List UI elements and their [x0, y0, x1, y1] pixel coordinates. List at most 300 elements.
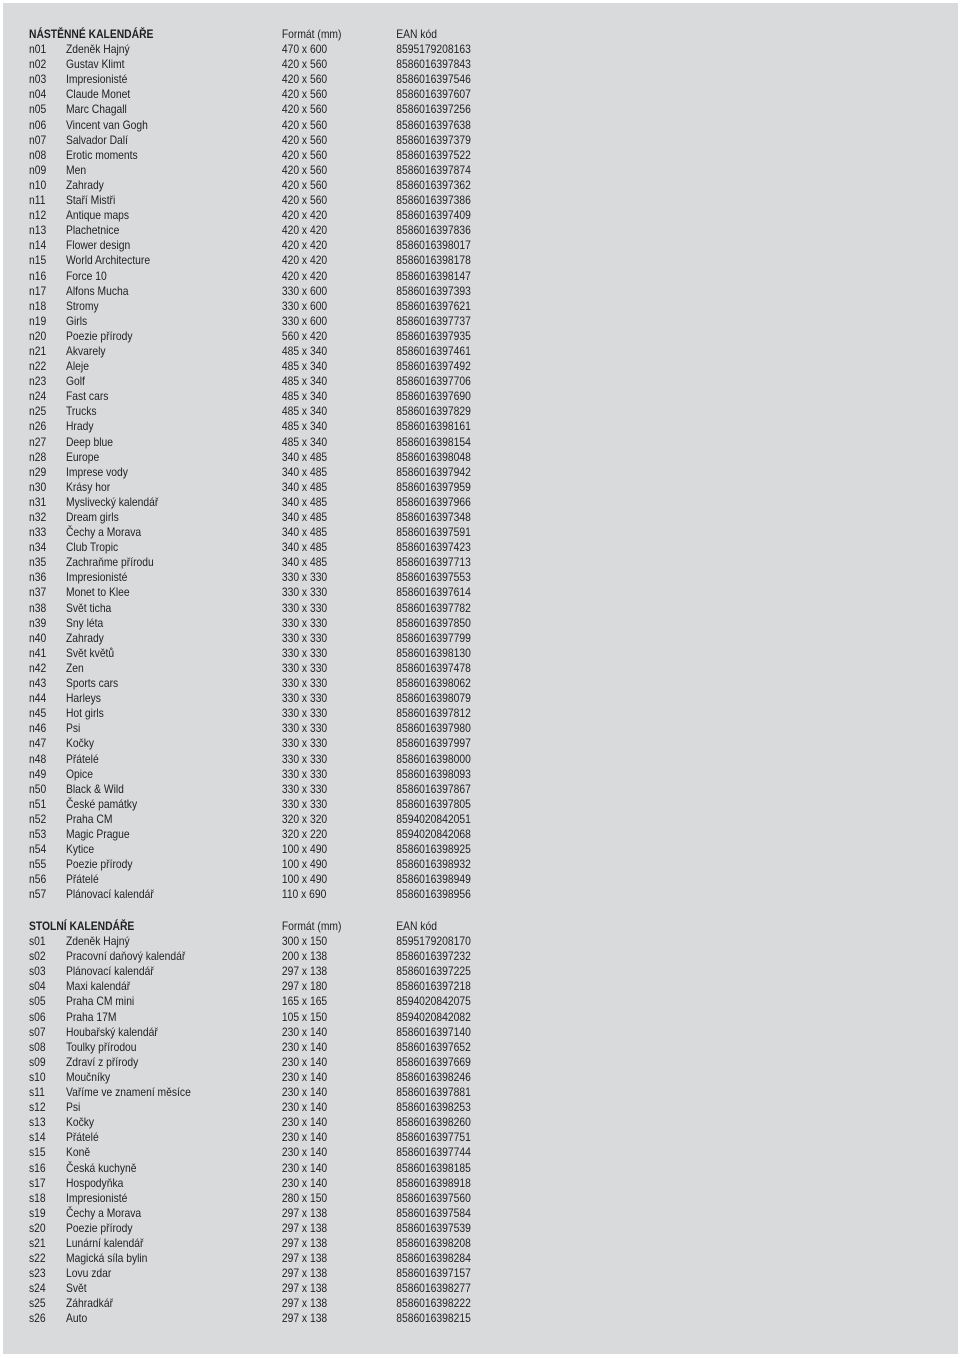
- item-ean: 8586016397881: [396, 1085, 471, 1100]
- item-ean: 8586016397621: [396, 298, 471, 313]
- item-code: n49: [29, 766, 47, 781]
- item-ean: 8586016398130: [396, 645, 471, 660]
- item-code: s05: [29, 994, 46, 1009]
- item-name: Lovu zdar: [65, 1266, 112, 1281]
- item-code: n25: [29, 404, 47, 419]
- item-ean: 8586016398093: [396, 766, 471, 781]
- item-code: n02: [29, 57, 47, 72]
- item-code: n54: [29, 842, 47, 857]
- item-code: n30: [29, 479, 47, 494]
- item-ean: 8586016397874: [396, 162, 471, 177]
- item-format: 230 x 140: [281, 1100, 328, 1115]
- item-name: Marc Chagall: [65, 102, 127, 117]
- item-code: n22: [29, 359, 47, 374]
- item-code: n05: [29, 102, 47, 117]
- item-name: Alfons Mucha: [65, 283, 129, 298]
- item-name: Dream girls: [65, 510, 119, 524]
- wall-format-header: Formát (mm): [281, 27, 342, 41]
- item-ean: 8586016397850: [396, 615, 471, 630]
- item-name: Koně: [65, 1145, 91, 1160]
- item-format: 230 x 140: [281, 1160, 328, 1175]
- item-ean: 8586016397218: [396, 979, 471, 994]
- item-ean: 8586016397751: [396, 1130, 471, 1145]
- item-name: Toulky přírodou: [65, 1039, 137, 1054]
- item-ean: 8586016397386: [396, 193, 471, 208]
- item-ean: 8586016397867: [396, 781, 471, 796]
- item-name: Svět květů: [65, 645, 115, 660]
- item-ean: 8586016397225: [396, 964, 471, 979]
- item-ean: 8586016397553: [396, 570, 471, 585]
- item-format: 330 x 330: [281, 796, 328, 811]
- item-ean: 8586016397584: [396, 1205, 471, 1220]
- item-code: n15: [29, 253, 47, 268]
- item-format: 560 x 420: [281, 328, 328, 343]
- item-ean: 8586016398277: [396, 1281, 471, 1296]
- item-ean: 8586016397829: [396, 404, 471, 419]
- item-code: n19: [29, 313, 47, 328]
- item-format: 297 x 138: [281, 1311, 328, 1326]
- item-code: s21: [29, 1235, 46, 1250]
- desk-format-header: Formát (mm): [281, 919, 342, 933]
- item-code: n01: [29, 42, 47, 57]
- item-code: s12: [29, 1100, 46, 1115]
- item-ean: 8586016397140: [396, 1024, 471, 1039]
- item-name: Zahrady: [65, 630, 104, 645]
- item-ean: 8586016397607: [396, 87, 471, 102]
- item-ean: 8586016398925: [396, 842, 471, 857]
- item-ean: 8586016398246: [396, 1069, 471, 1084]
- item-ean: 8586016398932: [396, 857, 471, 872]
- item-name: Lunární kalendář: [65, 1235, 144, 1250]
- item-name: Psi: [65, 1100, 81, 1115]
- item-ean: 8586016397843: [396, 57, 471, 72]
- item-format: 330 x 330: [281, 706, 328, 721]
- item-format: 420 x 420: [281, 208, 328, 223]
- item-code: n51: [29, 796, 47, 811]
- item-code: n07: [29, 132, 47, 147]
- item-ean: 8586016397379: [396, 132, 471, 147]
- item-ean: 8586016397256: [396, 102, 471, 117]
- item-ean: 8595179208170: [396, 934, 471, 949]
- item-name: Sports cars: [65, 676, 119, 691]
- item-code: s19: [29, 1205, 46, 1220]
- item-code: n09: [29, 162, 47, 177]
- item-name: Kočky: [65, 736, 95, 751]
- item-name: Monet to Klee: [65, 585, 130, 600]
- item-name: Plánovací kalendář: [65, 964, 154, 979]
- item-name: Club Tropic: [65, 540, 119, 555]
- item-format: 330 x 330: [281, 781, 328, 796]
- item-code: s06: [29, 1009, 46, 1024]
- item-name: Vaříme ve znamení měsíce: [65, 1085, 191, 1100]
- item-name: Kočky: [65, 1115, 95, 1130]
- wall-calendars-title: NÁSTĚNNÉ KALENDÁŘE: [29, 27, 154, 41]
- item-code: n27: [29, 434, 47, 449]
- price-list-sheet: [3, 3, 958, 1354]
- item-code: n42: [29, 660, 47, 675]
- item-code: n21: [29, 343, 47, 358]
- item-name: Praha CM mini: [65, 994, 135, 1009]
- item-ean: 8586016397492: [396, 359, 471, 374]
- item-code: s16: [29, 1160, 46, 1175]
- item-name: České památky: [65, 796, 138, 811]
- item-format: 330 x 330: [281, 615, 328, 630]
- item-code: s10: [29, 1069, 46, 1084]
- item-code: n23: [29, 374, 47, 389]
- item-code: s08: [29, 1039, 46, 1054]
- item-format: 420 x 420: [281, 238, 328, 253]
- item-format: 300 x 150: [281, 934, 328, 949]
- item-code: s15: [29, 1145, 46, 1160]
- item-ean: 8595179208163: [396, 42, 471, 57]
- item-ean: 8586016398284: [396, 1251, 471, 1266]
- item-name: Erotic moments: [65, 147, 138, 162]
- item-ean: 8586016397638: [396, 117, 471, 132]
- item-format: 340 x 485: [281, 494, 328, 509]
- item-ean: 8586016397959: [396, 479, 471, 494]
- item-code: n06: [29, 117, 47, 132]
- item-ean: 8586016398918: [396, 1175, 471, 1190]
- item-name: Myslivecký kalendář: [65, 494, 159, 509]
- item-name: Poezie přírody: [65, 857, 133, 872]
- item-ean: 8586016397522: [396, 147, 471, 162]
- item-format: 330 x 330: [281, 766, 328, 781]
- item-name: Imprese vody: [65, 464, 128, 479]
- item-format: 340 x 485: [281, 510, 328, 524]
- item-format: 420 x 560: [281, 72, 328, 87]
- item-format: 297 x 138: [281, 1235, 328, 1250]
- item-format: 420 x 560: [281, 102, 328, 117]
- item-ean: 8586016397669: [396, 1054, 471, 1069]
- item-code: s09: [29, 1054, 46, 1069]
- item-ean: 8586016397713: [396, 555, 471, 570]
- item-name: Golf: [65, 374, 85, 389]
- item-ean: 8586016397966: [396, 494, 471, 509]
- item-format: 420 x 560: [281, 132, 328, 147]
- item-code: n31: [29, 494, 47, 509]
- item-name: Gustav Klimt: [65, 57, 125, 72]
- item-format: 330 x 330: [281, 645, 328, 660]
- item-format: 320 x 220: [281, 826, 328, 841]
- item-code: n50: [29, 781, 47, 796]
- item-name: Přátelé: [65, 751, 99, 766]
- item-name: Přátelé: [65, 1130, 99, 1145]
- item-name: Claude Monet: [65, 87, 131, 102]
- item-format: 230 x 140: [281, 1039, 328, 1054]
- item-name: Houbařský kalendář: [65, 1024, 158, 1039]
- item-format: 340 x 485: [281, 555, 328, 570]
- item-ean: 8594020842082: [396, 1009, 471, 1024]
- item-format: 297 x 138: [281, 1266, 328, 1281]
- item-format: 297 x 138: [281, 1296, 328, 1311]
- item-format: 485 x 340: [281, 419, 328, 434]
- item-format: 485 x 340: [281, 404, 328, 419]
- item-format: 485 x 340: [281, 343, 328, 358]
- item-ean: 8594020842068: [396, 826, 471, 841]
- item-format: 230 x 140: [281, 1024, 328, 1039]
- item-name: World Architecture: [65, 253, 151, 268]
- item-code: n16: [29, 268, 47, 283]
- item-format: 230 x 140: [281, 1130, 328, 1145]
- item-ean: 8586016397409: [396, 208, 471, 223]
- item-format: 420 x 420: [281, 268, 328, 283]
- item-ean: 8586016397423: [396, 540, 471, 555]
- item-name: Trucks: [65, 404, 97, 419]
- item-code: n47: [29, 736, 47, 751]
- item-code: n11: [29, 193, 46, 208]
- item-ean: 8586016397232: [396, 949, 471, 964]
- item-name: Čechy a Morava: [65, 1205, 142, 1220]
- item-code: s01: [29, 934, 46, 949]
- item-name: Zachraňme přírodu: [65, 555, 154, 570]
- item-name: Girls: [65, 313, 88, 328]
- item-format: 420 x 560: [281, 147, 328, 162]
- item-ean: 8586016397805: [396, 796, 471, 811]
- item-name: Přátelé: [65, 872, 99, 887]
- item-code: n13: [29, 223, 47, 238]
- item-format: 485 x 340: [281, 374, 328, 389]
- item-format: 340 x 485: [281, 464, 328, 479]
- item-code: n38: [29, 600, 47, 615]
- item-ean: 8586016398956: [396, 887, 471, 902]
- item-format: 340 x 485: [281, 540, 328, 555]
- item-code: s20: [29, 1220, 46, 1235]
- item-format: 420 x 560: [281, 177, 328, 192]
- item-name: Zdeněk Hajný: [65, 934, 130, 949]
- item-name: Hospodyňka: [65, 1175, 124, 1190]
- item-format: 297 x 138: [281, 1281, 328, 1296]
- item-format: 330 x 330: [281, 676, 328, 691]
- item-code: s17: [29, 1175, 46, 1190]
- item-code: n46: [29, 721, 47, 736]
- item-name: Krásy hor: [65, 479, 111, 494]
- item-ean: 8586016397935: [396, 328, 471, 343]
- item-ean: 8586016398260: [396, 1115, 471, 1130]
- item-format: 330 x 600: [281, 298, 328, 313]
- item-ean: 8586016397812: [396, 706, 471, 721]
- item-code: n17: [29, 283, 47, 298]
- item-ean: 8586016397546: [396, 72, 471, 87]
- item-format: 485 x 340: [281, 359, 328, 374]
- item-code: n14: [29, 238, 47, 253]
- item-name: Praha 17M: [65, 1009, 117, 1024]
- item-name: Kytice: [65, 842, 95, 857]
- item-ean: 8586016397690: [396, 389, 471, 404]
- item-ean: 8586016397362: [396, 177, 471, 192]
- item-format: 420 x 560: [281, 193, 328, 208]
- item-code: n57: [29, 887, 47, 902]
- item-format: 110 x 690: [281, 887, 327, 902]
- item-format: 280 x 150: [281, 1190, 328, 1205]
- item-name: Fast cars: [65, 389, 109, 404]
- item-ean: 8586016397461: [396, 343, 471, 358]
- item-code: n04: [29, 87, 47, 102]
- item-ean: 8586016398048: [396, 449, 471, 464]
- item-format: 165 x 165: [281, 994, 328, 1009]
- desk-calendars-title: STOLNÍ KALENDÁŘE: [29, 919, 135, 933]
- item-format: 230 x 140: [281, 1115, 328, 1130]
- item-ean: 8586016398062: [396, 676, 471, 691]
- item-ean: 8586016397560: [396, 1190, 471, 1205]
- item-name: Harleys: [65, 691, 101, 706]
- item-name: Moučníky: [65, 1069, 111, 1084]
- item-name: Hot girls: [65, 706, 104, 721]
- item-name: Stromy: [65, 298, 99, 313]
- item-ean: 8586016398000: [396, 751, 471, 766]
- item-ean: 8586016398178: [396, 253, 471, 268]
- item-ean: 8586016398215: [396, 1311, 471, 1326]
- item-name: Poezie přírody: [65, 1220, 133, 1235]
- item-code: n55: [29, 857, 47, 872]
- item-code: n20: [29, 328, 47, 343]
- item-code: n12: [29, 208, 47, 223]
- item-code: n40: [29, 630, 47, 645]
- item-ean: 8586016398208: [396, 1235, 471, 1250]
- item-format: 340 x 485: [281, 525, 328, 540]
- item-code: s23: [29, 1266, 46, 1281]
- item-code: n37: [29, 585, 47, 600]
- item-format: 100 x 490: [281, 857, 328, 872]
- item-name: Staří Mistři: [65, 193, 116, 208]
- item-code: n45: [29, 706, 47, 721]
- item-format: 340 x 485: [281, 479, 328, 494]
- item-name: Men: [65, 162, 87, 177]
- item-name: Zdraví z přírody: [65, 1054, 139, 1069]
- item-name: Svět ticha: [65, 600, 112, 615]
- item-code: s22: [29, 1251, 46, 1266]
- item-format: 297 x 180: [281, 979, 328, 994]
- item-format: 330 x 600: [281, 313, 328, 328]
- item-name: Europe: [65, 449, 100, 464]
- item-ean: 8586016397157: [396, 1266, 471, 1281]
- item-format: 230 x 140: [281, 1175, 328, 1190]
- item-ean: 8586016397997: [396, 736, 471, 751]
- item-name: Plachetnice: [65, 223, 120, 238]
- item-format: 420 x 420: [281, 253, 328, 268]
- item-name: Black & Wild: [65, 781, 124, 796]
- item-code: s26: [29, 1311, 46, 1326]
- item-name: Aleje: [65, 359, 89, 374]
- item-code: s02: [29, 949, 46, 964]
- item-name: Plánovací kalendář: [65, 887, 154, 902]
- item-ean: 8586016397539: [396, 1220, 471, 1235]
- item-format: 100 x 490: [281, 842, 328, 857]
- item-format: 330 x 600: [281, 283, 328, 298]
- item-name: Antique maps: [65, 208, 130, 223]
- item-code: n36: [29, 570, 47, 585]
- item-format: 485 x 340: [281, 389, 328, 404]
- item-name: Impresionisté: [65, 1190, 128, 1205]
- item-name: Deep blue: [65, 434, 114, 449]
- item-code: n28: [29, 449, 47, 464]
- item-code: s11: [29, 1085, 45, 1100]
- item-ean: 8594020842075: [396, 994, 471, 1009]
- item-ean: 8586016397744: [396, 1145, 471, 1160]
- item-ean: 8586016398017: [396, 238, 471, 253]
- item-format: 105 x 150: [281, 1009, 328, 1024]
- item-name: Záhradkář: [65, 1296, 114, 1311]
- item-ean: 8586016397836: [396, 223, 471, 238]
- item-format: 330 x 330: [281, 736, 328, 751]
- item-code: n43: [29, 676, 47, 691]
- item-code: n35: [29, 555, 47, 570]
- item-ean: 8594020842051: [396, 811, 471, 826]
- item-format: 330 x 330: [281, 721, 328, 736]
- item-ean: 8586016397393: [396, 283, 471, 298]
- item-format: 420 x 420: [281, 223, 328, 238]
- item-code: n52: [29, 811, 47, 826]
- item-code: n33: [29, 525, 47, 540]
- item-format: 297 x 138: [281, 1205, 328, 1220]
- item-name: Flower design: [65, 238, 131, 253]
- item-ean: 8586016398079: [396, 691, 471, 706]
- item-code: n10: [29, 177, 47, 192]
- item-ean: 8586016397348: [396, 510, 471, 524]
- item-format: 330 x 330: [281, 600, 328, 615]
- item-name: Magická síla bylin: [65, 1251, 148, 1266]
- item-code: s13: [29, 1115, 46, 1130]
- item-ean: 8586016398185: [396, 1160, 471, 1175]
- item-format: 420 x 560: [281, 162, 328, 177]
- item-code: n41: [29, 645, 47, 660]
- item-code: s24: [29, 1281, 46, 1296]
- item-code: n24: [29, 389, 47, 404]
- item-code: s04: [29, 979, 46, 994]
- item-name: Zahrady: [65, 177, 104, 192]
- item-format: 230 x 140: [281, 1054, 328, 1069]
- item-ean: 8586016397591: [396, 525, 471, 540]
- item-ean: 8586016397706: [396, 374, 471, 389]
- item-code: n08: [29, 147, 47, 162]
- item-format: 330 x 330: [281, 660, 328, 675]
- item-ean: 8586016398161: [396, 419, 471, 434]
- item-format: 230 x 140: [281, 1069, 328, 1084]
- item-name: Praha CM: [65, 811, 113, 826]
- item-format: 320 x 320: [281, 811, 328, 826]
- item-code: n48: [29, 751, 47, 766]
- item-ean: 8586016397799: [396, 630, 471, 645]
- item-name: Hrady: [65, 419, 94, 434]
- item-name: Salvador Dalí: [65, 132, 128, 147]
- item-code: n29: [29, 464, 47, 479]
- item-name: Sny léta: [65, 615, 104, 630]
- item-name: Auto: [65, 1311, 88, 1326]
- item-format: 485 x 340: [281, 434, 328, 449]
- item-name: Impresionisté: [65, 72, 128, 87]
- item-ean: 8586016398154: [396, 434, 471, 449]
- item-code: n44: [29, 691, 47, 706]
- item-code: s14: [29, 1130, 46, 1145]
- item-name: Zdeněk Hajný: [65, 42, 130, 57]
- item-ean: 8586016398949: [396, 872, 471, 887]
- item-format: 420 x 560: [281, 87, 328, 102]
- item-name: Psi: [65, 721, 81, 736]
- item-format: 330 x 330: [281, 751, 328, 766]
- item-format: 200 x 138: [281, 949, 328, 964]
- item-name: Impresionisté: [65, 570, 128, 585]
- item-code: n56: [29, 872, 47, 887]
- item-name: Maxi kalendář: [65, 979, 131, 994]
- item-ean: 8586016397980: [396, 721, 471, 736]
- item-ean: 8586016398147: [396, 268, 471, 283]
- item-format: 297 x 138: [281, 1220, 328, 1235]
- item-name: Vincent van Gogh: [65, 117, 148, 132]
- item-name: Česká kuchyně: [65, 1160, 137, 1175]
- item-name: Poezie přírody: [65, 328, 133, 343]
- item-code: s03: [29, 964, 46, 979]
- item-code: s18: [29, 1190, 46, 1205]
- item-ean: 8586016397942: [396, 464, 471, 479]
